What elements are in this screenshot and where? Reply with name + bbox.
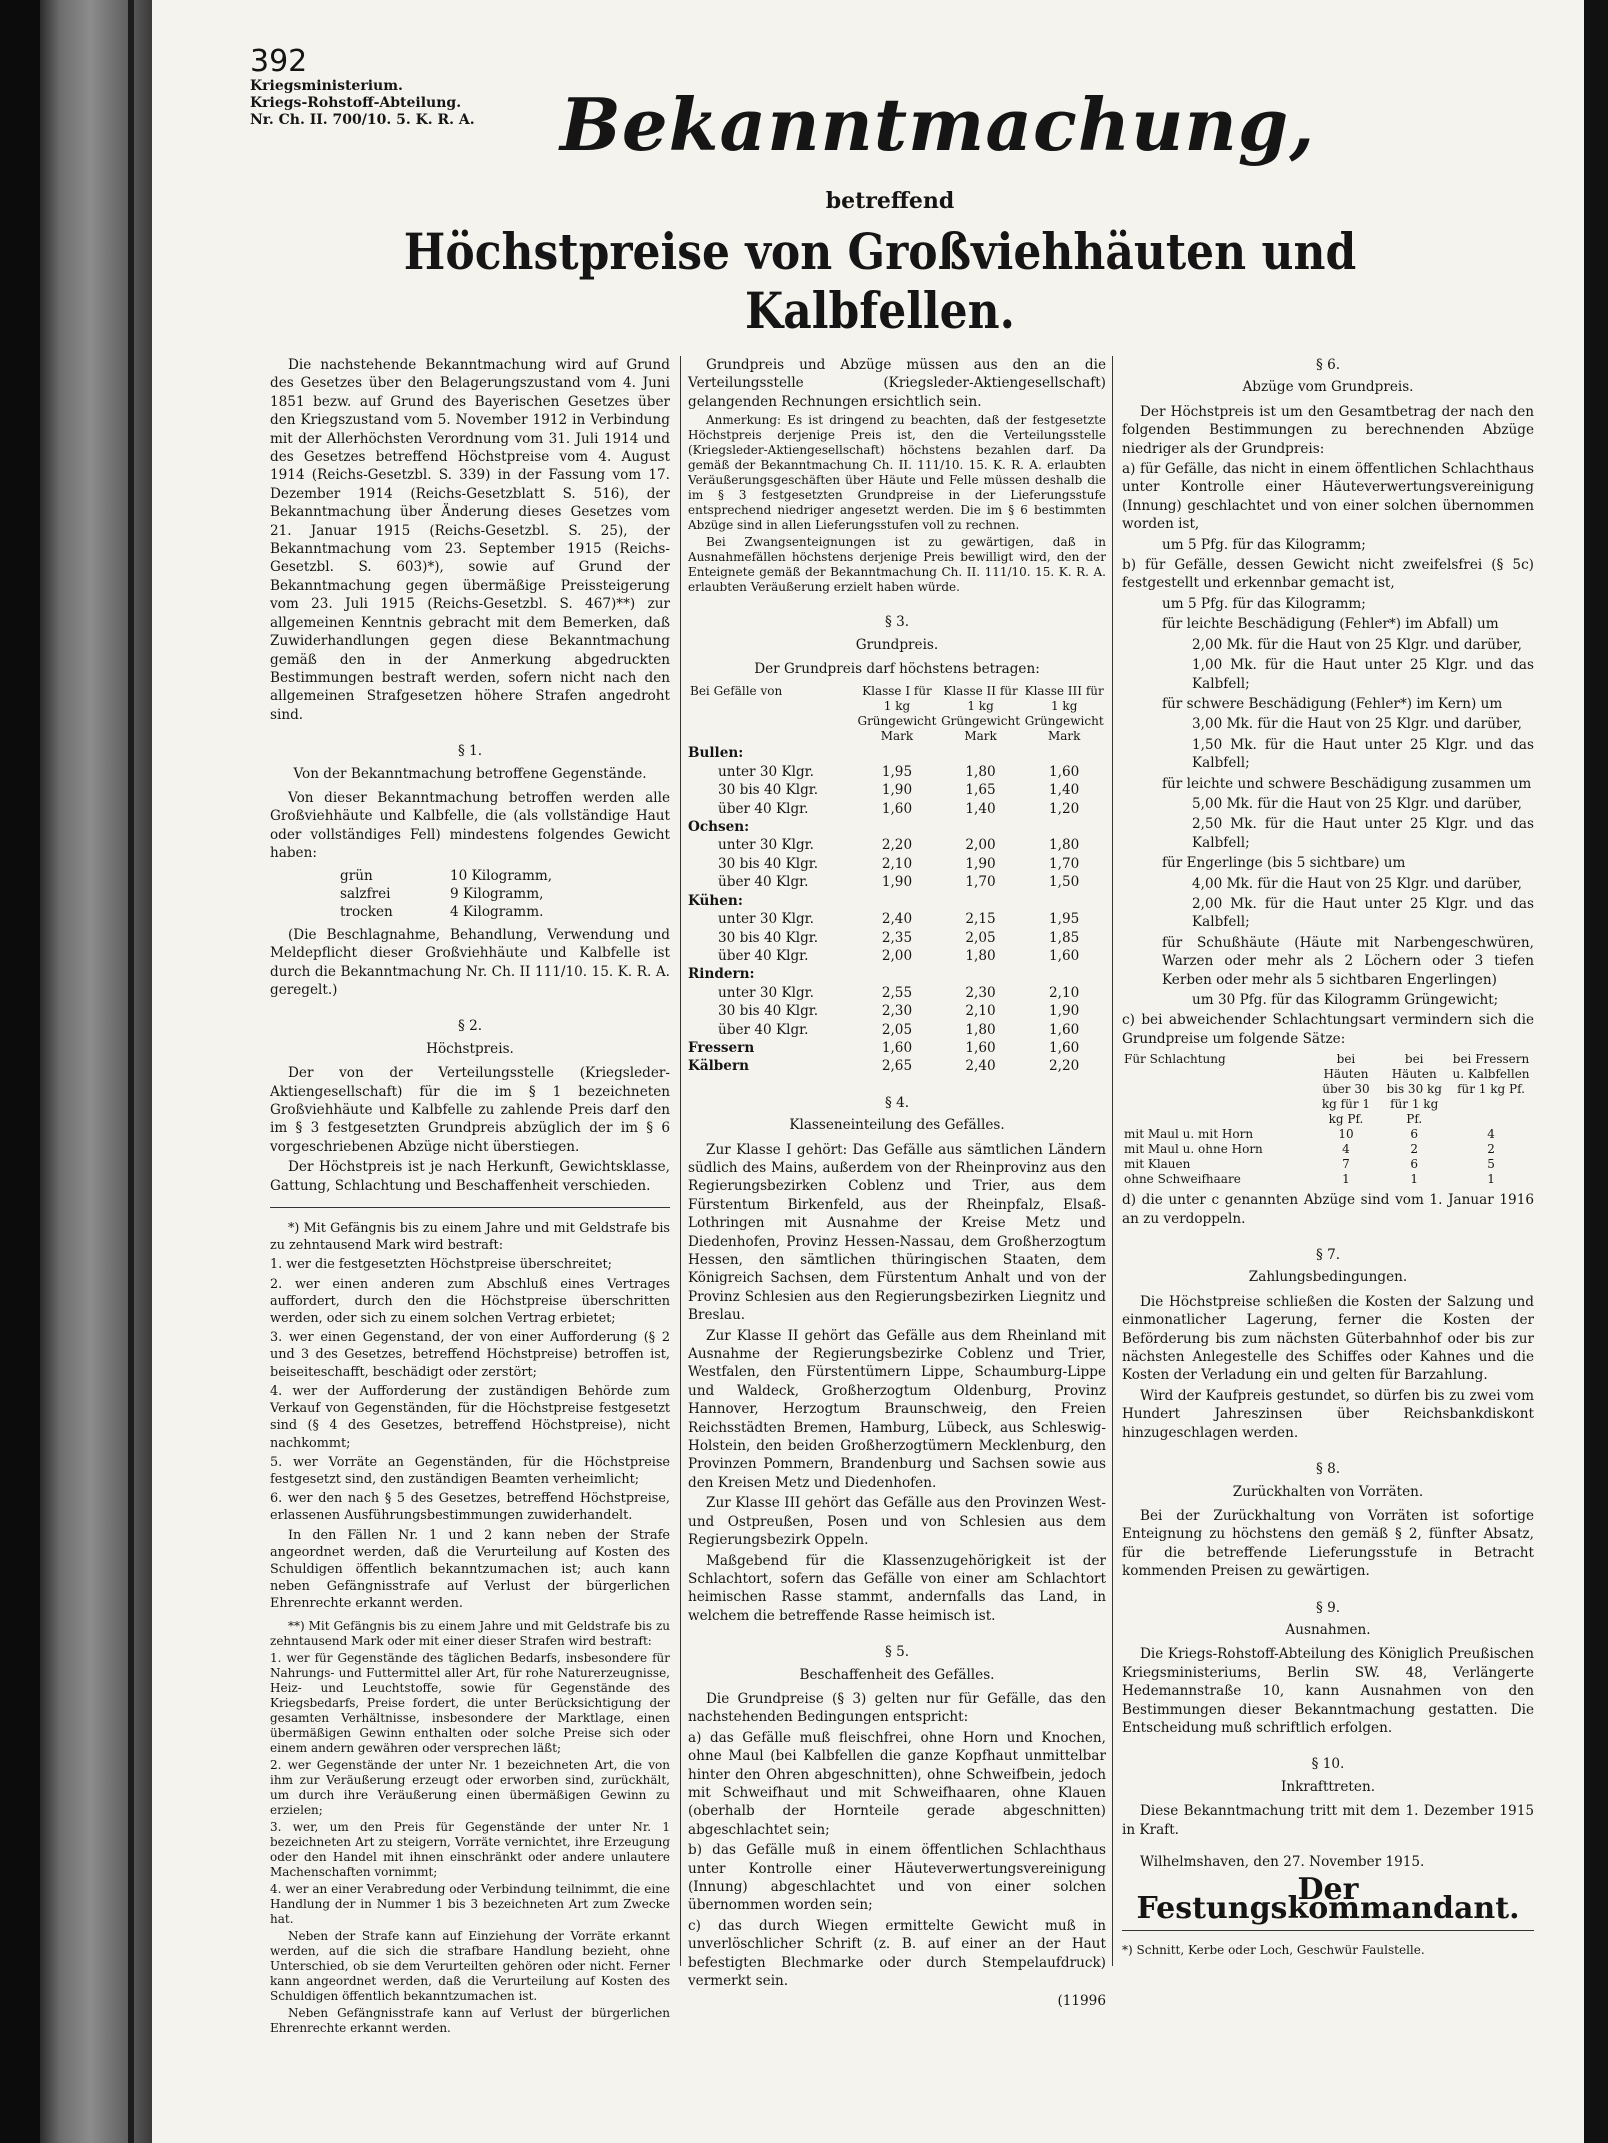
- row-label: 30 bis 40 Klgr.: [718, 855, 819, 872]
- deduction-cell: 4: [1487, 1127, 1495, 1142]
- deduction-cell: 7: [1342, 1157, 1350, 1172]
- document-subtitle: Höchstpreise von Großviehhäuten und Kalbfellen.: [403, 222, 1357, 340]
- price-cell: [939, 818, 1023, 836]
- deduction-cell: 1: [1342, 1172, 1350, 1187]
- table-row: [1122, 1172, 1534, 1187]
- defect-amount: 5,00 Mk. für die Haut von 25 Klgr. und darüber,: [1192, 795, 1522, 812]
- weight-state: salzfrei: [340, 885, 391, 902]
- slaughter-deduction-table: [1122, 1052, 1534, 1187]
- deduction-item: c) bei abweichender Schlachtungsart vermindern sich die Grundpreise um folgende Sätze:: [1122, 1012, 1534, 1047]
- condition-item: a) das Gefälle muß fleischfrei, ohne Horn und Knochen, ohne Maul (bei Kalbfellen die ganze Kopfhaut unmittelbar hinter den Ohren abgeschnitten), ohne Schweifbein, jedoch mit Schweifhaut und mit Schweifhaaren, ohne Klauen (oberhalb der Hornteile gerade abgeschnitten) abgeschlachtet sein;: [688, 1729, 1106, 1838]
- table-row: [688, 1002, 1106, 1020]
- price-cell: 1,90: [881, 782, 913, 799]
- defect-amount: 1,00 Mk. für die Haut unter 25 Klgr. und das Kalbfell;: [1192, 657, 1534, 692]
- section-text: Von dieser Bekanntmachung betroffen werden alle Großviehhäute und Kalbfelle, die (als vollständige Haut oder vollständiges Fell) mindestens folgendes Gewicht haben:: [270, 789, 670, 862]
- defect-amount: 1,50 Mk. für die Haut unter 25 Klgr. und das Kalbfell;: [1192, 736, 1534, 772]
- price-cell: 1,40: [1049, 782, 1080, 799]
- table-row: [688, 1039, 1106, 1057]
- section-text: Der von der Verteilungsstelle (Kriegsleder-Aktiengesellschaft) für die im § 1 bezeichneten Großviehhäute und Kalbfelle zu zahlende Preis darf den im § 3 festgesetzten Grundpreis abzüglich der im § 6 vorgeschriebenen Abzüge nicht überstiegen.: [270, 1065, 670, 1155]
- footnote-item: 3. wer, um den Preis für Gegenstände der unter Nr. 1 bezeichneten Art zu steigern, Vorräte vernichtet, ihre Erzeugung oder den Handel mit ihnen einschränkt oder andere unlautere Machenschaften vornimmt;: [270, 1819, 670, 1879]
- scan-margin-right: [1584, 0, 1608, 2143]
- section-text: Zur Klasse I gehört: Das Gefälle aus sämtlichen Ländern südlich des Mains, außerdem von der Rheinprovinz aus den Regierungsbezirken Coblenz und Trier, aus dem Fürstentum Birkenfeld, aus der Rheinpfalz, Elsaß-Lothringen mit Ausnahme der Kreise Metz und Diedenhofen, Provinz Hessen-Nassau, dem Großherzogtum Hessen, den sämtlichen thüringischen Staaten, dem Königreich Sachsen, dem Fürstentum Anhalt und von der Provinz Schlesien aus den Regierungsbezirken Liegnitz und Breslau.: [688, 1141, 1106, 1324]
- section-title: Grundpreis.: [855, 636, 939, 653]
- price-cell: 1,60: [881, 1039, 913, 1056]
- weight-value: 4 Kilogramm.: [450, 904, 544, 921]
- section-number: § 10.: [1311, 1756, 1345, 1773]
- footnote-item: 2. wer einen anderen zum Abschluß eines Vertrages auffordert, durch den die Höchstpreise überschritten werden, oder sich zu einem solchen Vertrag erbietet;: [270, 1276, 670, 1327]
- deduction-cell: 1: [1410, 1172, 1419, 1187]
- table-row: [688, 1021, 1106, 1039]
- column-divider: [1112, 356, 1113, 1966]
- price-cell: [855, 818, 939, 836]
- row-label: Bullen:: [688, 745, 744, 762]
- deduction-cell: 2: [1410, 1142, 1419, 1157]
- row-label: mit Klauen: [1124, 1157, 1191, 1172]
- place-date: Wilhelmshaven, den 27. November 1915.: [1140, 1854, 1425, 1870]
- weight-state: trocken: [340, 904, 393, 921]
- table-row: [1122, 1142, 1534, 1157]
- issuer-line: Kriegs-Rohstoff-Abteilung.: [250, 95, 462, 111]
- price-cell: 2,55: [881, 984, 913, 1001]
- footnote-2: [270, 1619, 670, 2036]
- footnote-item: 3. wer einen Gegenstand, der von einer Aufforderung (§ 2 und 3 des Gesetzes, betreffend Höchstpreise) betroffen ist, beiseiteschafft, beschädigt oder zerstört;: [270, 1330, 670, 1380]
- price-cell: 1,60: [1049, 763, 1080, 780]
- section-title: Beschaffenheit des Gefälles.: [799, 1666, 995, 1683]
- table-row: [688, 800, 1106, 818]
- weight-row: [340, 903, 670, 921]
- table-header: bei Fressern u. Kalbfellen für 1 kg Pf.: [1452, 1052, 1530, 1097]
- column-3: [1122, 356, 1534, 1958]
- note-paragraph: Bei Zwangsenteignungen ist zu gewärtigen, daß in Ausnahmefällen höchstens derjenige Preis bewilligt wird, den der Enteignete gemäß der Bekanntmachung Ch. II. 111/10. 15. K. R. A. erlaubten Veräußerung erzielt haben würde.: [688, 535, 1106, 595]
- row-label: Kälbern: [688, 1058, 749, 1075]
- row-label: mit Maul u. mit Horn: [1124, 1127, 1254, 1142]
- section-number: § 8.: [1315, 1461, 1341, 1478]
- section-title: Klasseneinteilung des Gefälles.: [789, 1117, 1005, 1134]
- book-binding-edge: [40, 0, 152, 2143]
- defect-heading: für leichte und schwere Beschädigung zusammen um: [1162, 775, 1532, 792]
- note-paragraph: Anmerkung: Es ist dringend zu beachten, daß der festgesetzte Höchstpreis derjenige Preis ist, den die Verteilungsstelle (Kriegsleder-Aktiengesellschaft) höchstens bezahlen darf. Da gemäß der Bekanntmachung Ch. II. 111/10. 15. K. R. A. erlaubten Veräußerungsgeschäften über Häute und Felle müssen deshalb die im § 3 festgesetzten Grundpreise in der Lieferungsstufe entsprechend niedriger angesetzt werden. Die im § 6 bestimmten Abzüge sind in allen Lieferungsstufen voll zu rechnen.: [688, 413, 1106, 533]
- table-header: Klasse III für 1 kg Grüngewicht Mark: [1024, 684, 1104, 744]
- row-label: ohne Schweifhaare: [1124, 1172, 1241, 1187]
- table-row: [688, 929, 1106, 947]
- section-text: Die Grundpreise (§ 3) gelten nur für Gefälle, das den nachstehenden Bedingungen entspricht:: [688, 1690, 1106, 1726]
- weight-list: [340, 867, 670, 922]
- deduction-item: für Schußhäute (Häute mit Narbengeschwüren, Warzen oder mehr als 2 Löchern oder 3 tiefen Kerben oder mehr als 5 sichtbaren Engerlingen): [1162, 934, 1534, 988]
- price-cell: 2,00: [965, 837, 996, 854]
- intro-paragraph: Die nachstehende Bekanntmachung wird auf Grund des Gesetzes über den Belagerungszustand vom 4. Juni 1851 bezw. auf Grund des Bayerischen Gesetzes über den Kriegszustand vom 5. November 1912 in Verbindung mit der Allerhöchsten Verordnung vom 31. Juli 1914 und des Gesetzes betreffend Höchstpreise vom 4. August 1914 (Reichs-Gesetzbl. S. 339) in der Fassung vom 17. Dezember 1914 (Reichs-Gesetzblatt S. 516), der Bekanntmachung über Änderung dieses Gesetzes vom 21. Januar 1915 (Reichs-Gesetzbl. S. 25), der Bekanntmachung vom 23. September 1915 (Reichs-Gesetzbl. S. 603)*), sowie auf Grund der Bekanntmachung gegen übermäßige Preissteigerung vom 23. Juli 1915 (Reichs-Gesetzbl. S. 467)**) zur allgemeinen Kenntnis gebracht mit dem Bemerken, daß Zuwiderhandlungen gegen diese Bekanntmachung gemäß den in der Anmerkung abgedruckten Bestimmungen bestraft werden, sofern nicht nach den allgemeinen Strafgesetzen höhere Strafen angedroht sind.: [270, 357, 670, 723]
- table-header: Klasse II für 1 kg Grüngewicht Mark: [941, 684, 1021, 744]
- section-text: Bei der Zurückhaltung von Vorräten ist sofortige Enteignung zu höchstens den gemäß § 2, fünfter Absatz, für die betreffende Lieferungsstufe in Betracht kommenden Preisen zu gewärtigen.: [1122, 1507, 1534, 1580]
- slaughter-deduction-body: [1122, 1127, 1534, 1187]
- section-title: Von der Bekanntmachung betroffene Gegenstände.: [293, 765, 647, 782]
- table-lead: Der Grundpreis darf höchstens betragen:: [754, 661, 1040, 678]
- section-text: Diese Bekanntmachung tritt mit dem 1. Dezember 1915 in Kraft.: [1122, 1803, 1534, 1838]
- section-number: § 6.: [1315, 357, 1341, 373]
- price-cell: 2,65: [881, 1058, 913, 1075]
- price-cell: 2,10: [881, 855, 913, 872]
- footnote-text: Neben Gefängnisstrafe kann auf Verlust der bürgerlichen Ehrenrechte erkannt werden.: [270, 2005, 670, 2035]
- table-header: Klasse I für 1 kg Grüngewicht Mark: [857, 684, 937, 744]
- deduction-amount: um 5 Pfg. für das Kilogramm;: [1162, 595, 1366, 612]
- row-label: Rindern:: [688, 966, 755, 983]
- row-label: 30 bis 40 Klgr.: [718, 782, 819, 799]
- defect-amount: 2,50 Mk. für die Haut unter 25 Klgr. und das Kalbfell;: [1192, 816, 1534, 851]
- table-row: [688, 781, 1106, 799]
- price-cell: 2,40: [965, 1058, 996, 1075]
- footnote-text: Neben der Strafe kann auf Einziehung der Vorräte erkannt werden, auf die sich die strafbare Handlung bezieht, ohne Unterschied, ob sie dem Verurteilten gehören oder nicht. Ferner kann angeordnet werden, daß die Verurteilung auf Kosten des Schuldigen öffentlich bekanntzumachen ist.: [270, 1928, 670, 2003]
- footnote-intro: **) Mit Gefängnis bis zu einem Jahre und mit Geldstrafe bis zu zehntausend Mark oder mit einer dieser Strafen wird bestraft:: [270, 1618, 670, 1648]
- section-title: Inkrafttreten.: [1280, 1778, 1376, 1795]
- weight-value: 10 Kilogramm,: [450, 867, 553, 884]
- row-label: Ochsen:: [688, 819, 750, 836]
- price-cell: 1,60: [1049, 1039, 1080, 1056]
- section-number: § 9.: [1315, 1599, 1341, 1616]
- footnote-item: 4. wer an einer Verabredung oder Verbindung teilnimmt, die eine Handlung der in Nummer 1 bis 3 bezeichneten Art zum Zwecke hat.: [270, 1881, 670, 1926]
- table-row: [688, 763, 1106, 781]
- defect-amount: 4,00 Mk. für die Haut von 25 Klgr. und darüber,: [1192, 875, 1522, 892]
- price-cell: 1,70: [1049, 855, 1080, 872]
- footnote-1: [270, 1220, 670, 1612]
- price-cell: [855, 965, 939, 983]
- deduction-item: a) für Gefälle, das nicht in einem öffentlichen Schlachthaus unter Kontrolle einer Häuteverwertungsvereinigung (Innung) geschlachtet und von einer solchen übernommen worden ist,: [1122, 461, 1534, 533]
- table-row: [688, 947, 1106, 965]
- price-cell: 1,40: [965, 800, 996, 817]
- section-title: Zurückhalten von Vorräten.: [1232, 1483, 1424, 1500]
- row-label: Kühen:: [688, 892, 743, 909]
- row-label: 30 bis 40 Klgr.: [718, 929, 819, 946]
- price-cell: 1,80: [965, 1021, 996, 1038]
- footnote: *) Schnitt, Kerbe oder Loch, Geschwür Faulstelle.: [1122, 1943, 1425, 1958]
- section-title: Ausnahmen.: [1285, 1621, 1371, 1638]
- price-cell: 2,05: [965, 929, 996, 946]
- signature: Der Festungskommandant.: [1136, 1872, 1520, 1926]
- issuer-line: Kriegsministerium.: [250, 78, 403, 94]
- grundpreis-table: [688, 684, 1106, 1075]
- table-header: Für Schlachtung: [1124, 1052, 1226, 1067]
- table-header: bei Häuten über 30 kg für 1 kg Pf.: [1321, 1052, 1371, 1127]
- deduction-cell: 4: [1342, 1142, 1350, 1157]
- deduction-cell: 5: [1487, 1157, 1495, 1172]
- section-title: Höchstpreis.: [426, 1040, 514, 1057]
- table-row: [1122, 1127, 1534, 1142]
- condition-item: b) das Gefälle muß in einem öffentlichen Schlachthaus unter Kontrolle einer Häuteverwertungsvereinigung (Innung) abgeschlachtet und von einer solchen übernommen worden sein;: [688, 1842, 1106, 1914]
- row-label: über 40 Klgr.: [718, 800, 809, 817]
- price-cell: [939, 892, 1023, 910]
- price-cell: 2,20: [881, 837, 913, 854]
- footnote-item: 1. wer die festgesetzten Höchstpreise überschreitet;: [270, 1257, 612, 1273]
- print-reference: (11996: [1057, 1993, 1106, 2010]
- defect-deductions: [1122, 615, 1534, 932]
- table-row: [688, 744, 1106, 762]
- price-cell: 1,90: [1049, 1003, 1080, 1020]
- defect-amount: 2,00 Mk. für die Haut von 25 Klgr. und darüber,: [1192, 636, 1522, 653]
- price-cell: 1,85: [1049, 929, 1080, 946]
- footnote-item: 2. wer Gegenstände der unter Nr. 1 bezeichneten Art, die von ihm zur Veräußerung erzeugt oder erworben sind, zurückhält, um durch ihre Veräußerung einen übermäßigen Gewinn zu erzielen;: [270, 1757, 670, 1817]
- row-label: unter 30 Klgr.: [718, 911, 814, 928]
- title-connector: betreffend: [825, 188, 955, 214]
- price-cell: 1,80: [965, 947, 996, 964]
- table-header: Bei Gefälle von: [690, 684, 783, 699]
- weight-row: [340, 867, 670, 885]
- footnote-rule: [1122, 1930, 1534, 1931]
- price-cell: [1022, 892, 1106, 910]
- price-cell: 1,20: [1049, 800, 1080, 817]
- footnote-item: 4. wer der Aufforderung der zuständigen Behörde zum Verkauf von Gegenständen, für die Höchstpreise festgesetzt sind (§ 4 des Gesetzes, betreffend Höchstpreise), nicht nachkommt;: [270, 1383, 670, 1451]
- price-cell: [939, 744, 1023, 762]
- grundpreis-table-body: [688, 744, 1106, 1075]
- scan-margin-left: [0, 0, 40, 2143]
- section-text: Der Höchstpreis ist je nach Herkunft, Gewichtsklasse, Gattung, Schlachtung und Beschaffenheit verschieden.: [270, 1159, 670, 1194]
- column-2: [688, 356, 1106, 2011]
- weight-state: grün: [340, 867, 373, 884]
- table-header: bei Häuten bis 30 kg für 1 kg Pf.: [1386, 1052, 1442, 1127]
- price-cell: 1,90: [881, 874, 913, 891]
- footnote-intro: *) Mit Gefängnis bis zu einem Jahre und mit Geldstrafe bis zu zehntausend Mark wird bestraft:: [270, 1221, 670, 1254]
- price-cell: 2,30: [881, 1003, 913, 1020]
- price-cell: 1,60: [1049, 1021, 1080, 1038]
- row-label: unter 30 Klgr.: [718, 984, 814, 1001]
- section-number: § 3.: [884, 614, 910, 631]
- price-cell: [1022, 744, 1106, 762]
- row-label: unter 30 Klgr.: [718, 837, 814, 854]
- defect-heading: für leichte Beschädigung (Fehler*) im Abfall) um: [1162, 616, 1499, 633]
- section-text: Zur Klasse III gehört das Gefälle aus den Provinzen West- und Ostpreußen, Posen und von Schlesien aus dem Regierungsbezirk Oppeln.: [688, 1495, 1106, 1549]
- section-text: Der Höchstpreis ist um den Gesamtbetrag der nach den folgenden Bestimmungen zu berechnenden Abzüge niedriger als der Grundpreis:: [1122, 403, 1534, 457]
- section-text: Grundpreis und Abzüge müssen aus den an die Verteilungsstelle (Kriegsleder-Aktiengesellschaft) gelangenden Rechnungen ersichtlich sein.: [688, 357, 1106, 410]
- table-row: [688, 873, 1106, 891]
- section-number: § 2.: [457, 1018, 483, 1035]
- price-cell: [855, 744, 939, 762]
- price-cell: 1,60: [965, 1039, 996, 1056]
- deduction-item: b) für Gefälle, dessen Gewicht nicht zweifelsfrei (§ 5c) festgestellt und erkennbar gemacht ist,: [1122, 557, 1534, 592]
- table-row: [688, 965, 1106, 983]
- condition-item: c) das durch Wiegen ermittelte Gewicht muß in unverlöschlicher Schrift (z. B. auf einer an der Haut befestigten Blechmarke oder durch Stempelaufdruck) vermerkt sein.: [688, 1917, 1106, 1990]
- price-cell: [855, 892, 939, 910]
- section-number: § 1.: [457, 743, 483, 760]
- price-cell: 1,80: [1049, 837, 1080, 854]
- price-cell: 2,30: [965, 984, 996, 1001]
- table-row: [688, 818, 1106, 836]
- footnote-item: 1. wer für Gegenstände des täglichen Bedarfs, insbesondere für Nahrungs- und Futtermittel aller Art, für rohe Naturerzeugnisse, Heiz- und Leuchtstoffe, sowie für Gegenstände des Kriegsbedarfs, Preise fordert, die unter Berücksichtigung der gesamten Verhältnisse, insbesondere der Marktlage, einen übermäßigen Gewinn enthalten oder solche Preise sich oder einem andern gewähren oder versprechen läßt;: [270, 1650, 670, 1755]
- section-text: Zur Klasse II gehört das Gefälle aus dem Rheinland mit Ausnahme der Regierungsbezirke Coblenz und Trier, Westfalen, den Fürstentümern Lippe, Schaumburg-Lippe und Waldeck, Großherzogtum Oldenburg, Provinz Hannover, Herzogtum Braunschweig, den Freien Reichsstädten Bremen, Hamburg, Lübeck, aus Schleswig-Holstein, den beiden Großherzogtümern Mecklenburg, den Provinzen Pommern, Brandenburg und Sachsen sowie aus den Kreisen Metz und Diedenhofen.: [688, 1327, 1106, 1491]
- price-cell: [939, 965, 1023, 983]
- price-cell: 1,60: [1049, 947, 1080, 964]
- price-cell: 2,00: [881, 947, 913, 964]
- footnote-item: 5. wer Vorräte an Gegenständen, für die Höchstpreise festgesetzt sind, den zuständigen Beamten verheimlicht;: [270, 1454, 670, 1487]
- row-label: über 40 Klgr.: [718, 874, 809, 891]
- section-text: Die Kriegs-Rohstoff-Abteilung des Königlich Preußischen Kriegsministeriums, Berlin SW. 48, Verlängerte Hedemannstraße 10, kann Ausnahmen von den Bestimmungen dieser Bekanntmachung gestatten. Die Entscheidung muß schriftlich erfolgen.: [1122, 1646, 1534, 1736]
- price-cell: 1,95: [881, 763, 913, 780]
- deduction-cell: 6: [1410, 1127, 1419, 1142]
- table-row: [688, 855, 1106, 873]
- row-label: 30 bis 40 Klgr.: [718, 1003, 819, 1020]
- section-title: Zahlungsbedingungen.: [1248, 1269, 1408, 1286]
- issuer-block: [250, 78, 475, 129]
- row-label: über 40 Klgr.: [718, 1021, 809, 1038]
- deduction-amount: um 5 Pfg. für das Kilogramm;: [1162, 536, 1366, 553]
- weight-value: 9 Kilogramm,: [450, 885, 544, 902]
- price-cell: 2,05: [881, 1021, 913, 1038]
- column-1: [270, 356, 670, 2038]
- price-cell: 1,70: [965, 874, 996, 891]
- section-number: § 5.: [884, 1644, 910, 1661]
- table-row: [688, 984, 1106, 1002]
- price-cell: 1,95: [1049, 911, 1080, 928]
- defect-heading: für Engerlinge (bis 5 sichtbare) um: [1162, 855, 1406, 872]
- price-cell: 2,35: [881, 929, 913, 946]
- price-cell: 2,40: [881, 911, 913, 928]
- row-label: mit Maul u. ohne Horn: [1124, 1142, 1263, 1157]
- price-cell: 1,50: [1049, 874, 1080, 891]
- deduction-item: d) die unter c genannten Abzüge sind vom 1. Januar 1916 an zu verdoppeln.: [1122, 1192, 1534, 1227]
- table-row: [688, 892, 1106, 910]
- price-cell: 2,10: [1049, 984, 1080, 1001]
- price-cell: 1,65: [965, 782, 996, 799]
- table-row: [688, 1057, 1106, 1075]
- price-cell: 1,60: [881, 800, 913, 817]
- footnote-rule: [270, 1207, 670, 1208]
- section-number: § 4.: [884, 1094, 910, 1111]
- deduction-cell: 6: [1410, 1157, 1419, 1172]
- row-label: über 40 Klgr.: [718, 947, 809, 964]
- deduction-cell: 1: [1487, 1172, 1495, 1187]
- issuer-reference: Nr. Ch. II. 700/10. 5. K. R. A.: [250, 112, 475, 128]
- table-row: [1122, 1157, 1534, 1172]
- price-cell: 2,15: [965, 911, 996, 928]
- price-cell: 2,10: [965, 1003, 996, 1020]
- table-row: [688, 836, 1106, 854]
- footnote-text: In den Fällen Nr. 1 und 2 kann neben der Strafe angeordnet werden, daß die Verurteilung auf Kosten des Schuldigen öffentlich bekanntzumachen ist; auch kann neben Gefängnisstrafe auf Verlust der bürgerlichen Ehrenrechte erkannt werden.: [270, 1527, 670, 1612]
- column-divider: [680, 356, 681, 1966]
- table-row: [688, 910, 1106, 928]
- section-number: § 7.: [1315, 1247, 1341, 1264]
- row-label: unter 30 Klgr.: [718, 763, 814, 780]
- section-note: (Die Beschlagnahme, Behandlung, Verwendung und Meldepflicht dieser Großviehhäute und Kalbfelle ist durch die Bekanntmachung Nr. Ch. II 111/10. 15. K. R. A. geregelt.): [270, 926, 670, 998]
- footnote-item: 6. wer den nach § 5 des Gesetzes, betreffend Höchstpreise, erlassenen Ausführungsbestimmungen zuwiderhandelt.: [270, 1491, 670, 1524]
- defect-heading: für schwere Beschädigung (Fehler*) im Kern) um: [1162, 695, 1503, 712]
- defect-amount: 3,00 Mk. für die Haut von 25 Klgr. und darüber,: [1192, 716, 1522, 733]
- deduction-amount: um 30 Pfg. für das Kilogramm Grüngewicht;: [1192, 992, 1499, 1008]
- page-number: 392: [250, 44, 308, 79]
- section-text: Wird der Kaufpreis gestundet, so dürfen bis zu zwei vom Hundert Jahreszinsen über Reichsbankdiskont hinzugeschlagen werden.: [1122, 1387, 1534, 1441]
- document-title: Bekanntmachung,: [560, 82, 1316, 167]
- row-label: Fressern: [688, 1039, 755, 1056]
- section-title: Abzüge vom Grundpreis.: [1242, 379, 1414, 396]
- defect-amount: 2,00 Mk. für die Haut unter 25 Klgr. und das Kalbfell;: [1192, 895, 1534, 931]
- section-text: Maßgebend für die Klassenzugehörigkeit ist der Schlachtort, sofern das Gefälle von einer am Schlachtort heimischen Rasse stammt, andernfalls das Land, in welchem die betreffende Rasse heimisch ist.: [688, 1552, 1106, 1624]
- price-cell: 1,80: [965, 763, 996, 780]
- deduction-cell: 2: [1487, 1142, 1495, 1157]
- price-cell: [1022, 965, 1106, 983]
- weight-row: [340, 885, 670, 903]
- price-cell: [1022, 818, 1106, 836]
- price-cell: 2,20: [1049, 1058, 1080, 1075]
- price-cell: 1,90: [965, 855, 996, 872]
- deduction-cell: 10: [1338, 1127, 1354, 1142]
- section-text: Die Höchstpreise schließen die Kosten der Salzung und einmonatlicher Lagerung, ferner die Kosten der Beförderung bis zum nächsten Güterbahnhof oder bis zur nächsten Anlegestelle des Schiffes oder Kahnes und die Kosten der Verladung ein und gelten für Barzahlung.: [1122, 1293, 1534, 1384]
